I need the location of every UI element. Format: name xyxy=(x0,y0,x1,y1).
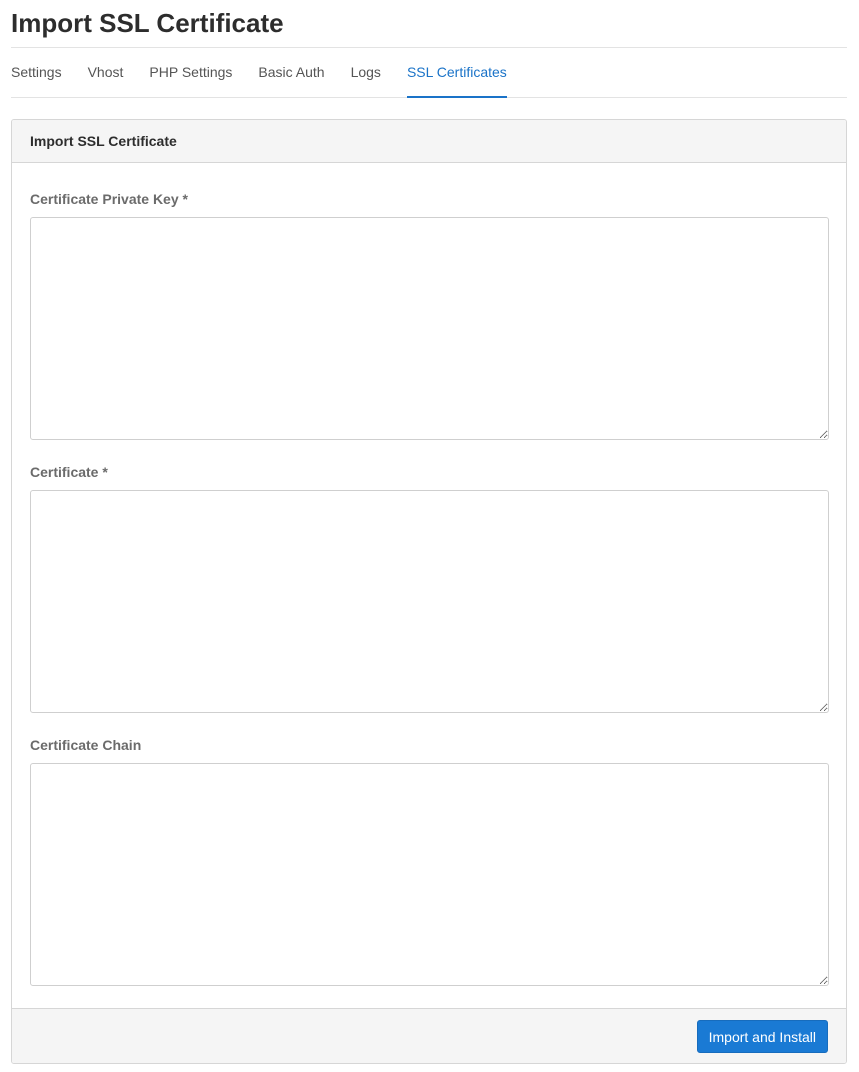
certificate-chain-textarea[interactable] xyxy=(30,763,829,986)
tab-bar xyxy=(11,48,847,98)
import-and-install-button[interactable]: Import and Install xyxy=(697,1020,828,1053)
tab-ssl-certificates[interactable]: SSL Certificates xyxy=(407,48,507,98)
tab-php-settings[interactable]: PHP Settings xyxy=(149,64,233,80)
private-key-label: Certificate Private Key * xyxy=(30,191,188,207)
private-key-textarea[interactable] xyxy=(30,217,829,440)
panel-footer xyxy=(12,1008,846,1064)
tab-basic-auth[interactable]: Basic Auth xyxy=(258,64,325,80)
import-ssl-panel xyxy=(11,119,847,1064)
certificate-field-group xyxy=(30,462,828,713)
tab-settings[interactable]: Settings xyxy=(11,64,62,80)
panel-header: Import SSL Certificate xyxy=(12,120,846,163)
private-key-field-group xyxy=(30,189,828,440)
certificate-chain-label: Certificate Chain xyxy=(30,737,142,753)
page-title: Import SSL Certificate xyxy=(11,0,847,48)
panel-body xyxy=(12,163,846,1008)
tab-vhost[interactable]: Vhost xyxy=(87,64,124,80)
tab-logs[interactable]: Logs xyxy=(350,64,381,80)
certificate-textarea[interactable] xyxy=(30,490,829,713)
certificate-label: Certificate * xyxy=(30,464,108,480)
certificate-chain-field-group xyxy=(30,735,828,986)
